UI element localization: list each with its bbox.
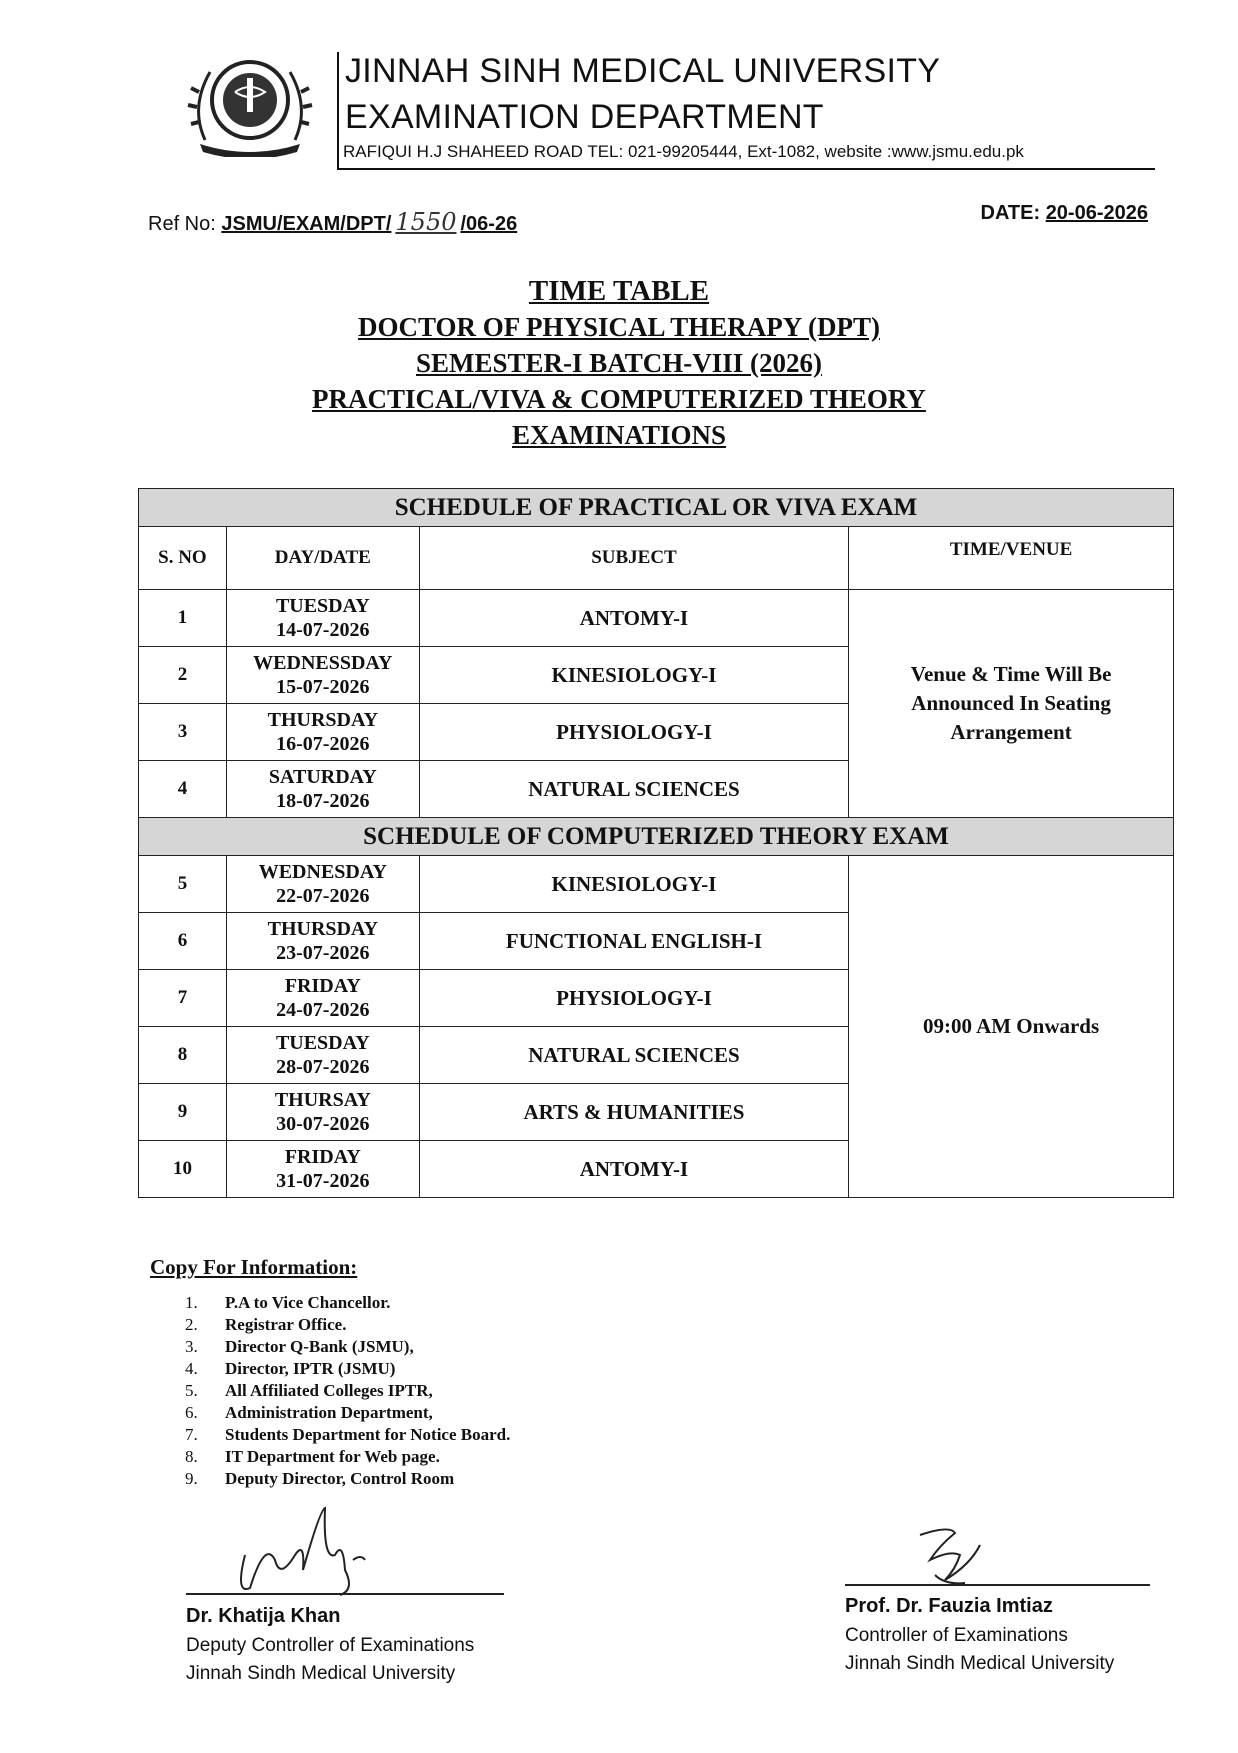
list-item-number: 3. (185, 1337, 198, 1356)
row-subject: NATURAL SCIENCES (419, 761, 848, 818)
row-day-date (226, 1141, 419, 1198)
row-date: 14-07-2026 (276, 619, 370, 641)
signature-right-icon (900, 1515, 1020, 1595)
list-item (185, 1402, 510, 1424)
row-subject: FUNCTIONAL ENGLISH-I (419, 913, 848, 970)
date-label: DATE: (980, 202, 1041, 224)
list-item (185, 1358, 510, 1380)
list-item-text: Students Department for Notice Board. (225, 1425, 511, 1444)
list-item-text: Director, IPTR (JSMU) (225, 1359, 396, 1378)
copy-for-information-title: Copy For Information: (150, 1255, 358, 1279)
row-sno: 4 (139, 761, 227, 818)
title-time-table: TIME TABLE (528, 275, 710, 307)
row-date: 22-07-2026 (276, 885, 370, 907)
row-day: THURSDAY (267, 709, 379, 731)
row-subject: PHYSIOLOGY-I (419, 704, 848, 761)
row-date: 16-07-2026 (276, 733, 370, 755)
signatory-right-role: Controller of Examinations (845, 1625, 1068, 1646)
university-address: RAFIQUI H.J SHAHEED ROAD TEL: 021-99205444, Ext-1082, website :www.jsmu.edu.pk (343, 142, 1024, 161)
row-subject: ANTOMY-I (419, 590, 848, 647)
practical-section-heading: SCHEDULE OF PRACTICAL OR VIVA EXAM (139, 489, 1174, 527)
row-day: TUESDAY (275, 1032, 370, 1054)
row-sno: 3 (139, 704, 227, 761)
row-date: 24-07-2026 (276, 999, 370, 1021)
column-header-time-venue: TIME/VENUE (849, 527, 1174, 590)
row-day-date (226, 647, 419, 704)
row-day: FRIDAY (284, 1146, 361, 1168)
signatory-right-org: Jinnah Sindh Medical University (845, 1653, 1115, 1674)
title-exam-type: PRACTICAL/VIVA & COMPUTERIZED THEORY (312, 384, 926, 414)
row-date: 18-07-2026 (276, 790, 370, 812)
row-day-date (226, 590, 419, 647)
reference-number (148, 208, 517, 236)
row-day-date (226, 1027, 419, 1084)
list-item (185, 1292, 510, 1314)
list-item-number: 5. (185, 1381, 198, 1400)
row-sno: 5 (139, 856, 227, 913)
row-day-date (226, 761, 419, 818)
row-day-date (226, 704, 419, 761)
list-item-number: 1. (185, 1293, 198, 1312)
table-row (139, 856, 1174, 913)
practical-venue-text: Venue & Time Will Be Announced In Seating Arrangement (910, 662, 1112, 744)
list-item-text: Registrar Office. (225, 1315, 347, 1334)
row-date: 31-07-2026 (276, 1170, 370, 1192)
signatory-right (845, 1595, 1114, 1678)
signatory-left-name: Dr. Khatija Khan (186, 1605, 341, 1627)
theory-venue: 09:00 AM Onwards (849, 856, 1174, 1198)
row-day-date (226, 1084, 419, 1141)
signature-left-icon (225, 1500, 425, 1600)
row-sno: 10 (139, 1141, 227, 1198)
row-day-date (226, 970, 419, 1027)
list-item (185, 1468, 510, 1490)
row-date: 30-07-2026 (276, 1113, 370, 1135)
row-sno: 8 (139, 1027, 227, 1084)
row-sno: 7 (139, 970, 227, 1027)
header-divider-vertical (337, 52, 339, 170)
theory-section-heading: SCHEDULE OF COMPUTERIZED THEORY EXAM (139, 818, 1174, 856)
signature-line-left (186, 1593, 504, 1595)
row-subject: ARTS & HUMANITIES (419, 1084, 848, 1141)
header-divider-horizontal (337, 168, 1155, 170)
list-item-text: Deputy Director, Control Room (225, 1469, 455, 1488)
list-item-text: IT Department for Web page. (225, 1447, 440, 1466)
column-header-day-date: DAY/DATE (226, 527, 419, 590)
row-date: 23-07-2026 (276, 942, 370, 964)
row-sno: 1 (139, 590, 227, 647)
university-logo (185, 52, 315, 157)
column-header-row (139, 527, 1174, 590)
department-name: EXAMINATION DEPARTMENT (345, 98, 824, 136)
list-item-number: 6. (185, 1403, 198, 1422)
title-program: DOCTOR OF PHYSICAL THERAPY (DPT) (357, 312, 881, 342)
row-date: 15-07-2026 (276, 676, 370, 698)
list-item (185, 1314, 510, 1336)
list-item-number: 9. (185, 1469, 198, 1488)
row-day: FRIDAY (284, 975, 361, 997)
row-day: WEDNESSDAY (253, 652, 393, 674)
copy-list (185, 1292, 510, 1490)
ref-handwritten-number: 1550 (395, 208, 457, 236)
table-row (139, 590, 1174, 647)
column-header-subject: SUBJECT (419, 527, 848, 590)
list-item-number: 7. (185, 1425, 198, 1444)
row-day-date (226, 913, 419, 970)
list-item-number: 4. (185, 1359, 198, 1378)
row-sno: 2 (139, 647, 227, 704)
row-subject: NATURAL SCIENCES (419, 1027, 848, 1084)
title-semester: SEMESTER-I BATCH-VIII (2026) (415, 348, 823, 378)
row-subject: PHYSIOLOGY-I (419, 970, 848, 1027)
practical-venue (849, 590, 1174, 818)
list-item-text: Administration Department, (225, 1403, 433, 1422)
list-item-number: 2. (185, 1315, 198, 1334)
ref-prefix: JSMU/EXAM/DPT/ (221, 213, 392, 235)
row-subject: ANTOMY-I (419, 1141, 848, 1198)
signatory-left-role: Deputy Controller of Examinations (186, 1635, 475, 1656)
list-item-number: 8. (185, 1447, 198, 1466)
ref-label: Ref No: (148, 213, 216, 235)
row-day: TUESDAY (275, 595, 370, 617)
list-item (185, 1424, 510, 1446)
list-item-text: All Affiliated Colleges IPTR, (225, 1381, 433, 1400)
list-item (185, 1446, 510, 1468)
row-sno: 6 (139, 913, 227, 970)
row-day: WEDNESDAY (258, 861, 387, 883)
row-day: SATURDAY (268, 766, 377, 788)
column-header-sno: S. NO (139, 527, 227, 590)
ref-suffix: /06-26 (460, 213, 518, 235)
university-name: JINNAH SINH MEDICAL UNIVERSITY (345, 52, 941, 90)
row-date: 28-07-2026 (276, 1056, 370, 1078)
title-examinations: EXAMINATIONS (511, 420, 727, 450)
list-item-text: P.A to Vice Chancellor. (225, 1293, 391, 1312)
row-subject: KINESIOLOGY-I (419, 647, 848, 704)
row-day: THURSAY (274, 1089, 371, 1111)
exam-schedule-table (138, 488, 1174, 1198)
list-item (185, 1380, 510, 1402)
list-item (185, 1336, 510, 1358)
list-item-text: Director Q-Bank (JSMU), (225, 1337, 414, 1356)
date-value: 20-06-2026 (1045, 202, 1148, 224)
row-day-date (226, 856, 419, 913)
signatory-left (186, 1605, 474, 1688)
row-sno: 9 (139, 1084, 227, 1141)
signatory-left-org: Jinnah Sindh Medical University (186, 1663, 456, 1684)
document-titles (0, 273, 1238, 453)
row-subject: KINESIOLOGY-I (419, 856, 848, 913)
signatory-right-name: Prof. Dr. Fauzia Imtiaz (845, 1595, 1053, 1617)
document-date (981, 202, 1149, 225)
signature-line-right (845, 1584, 1150, 1586)
row-day: THURSDAY (267, 918, 379, 940)
